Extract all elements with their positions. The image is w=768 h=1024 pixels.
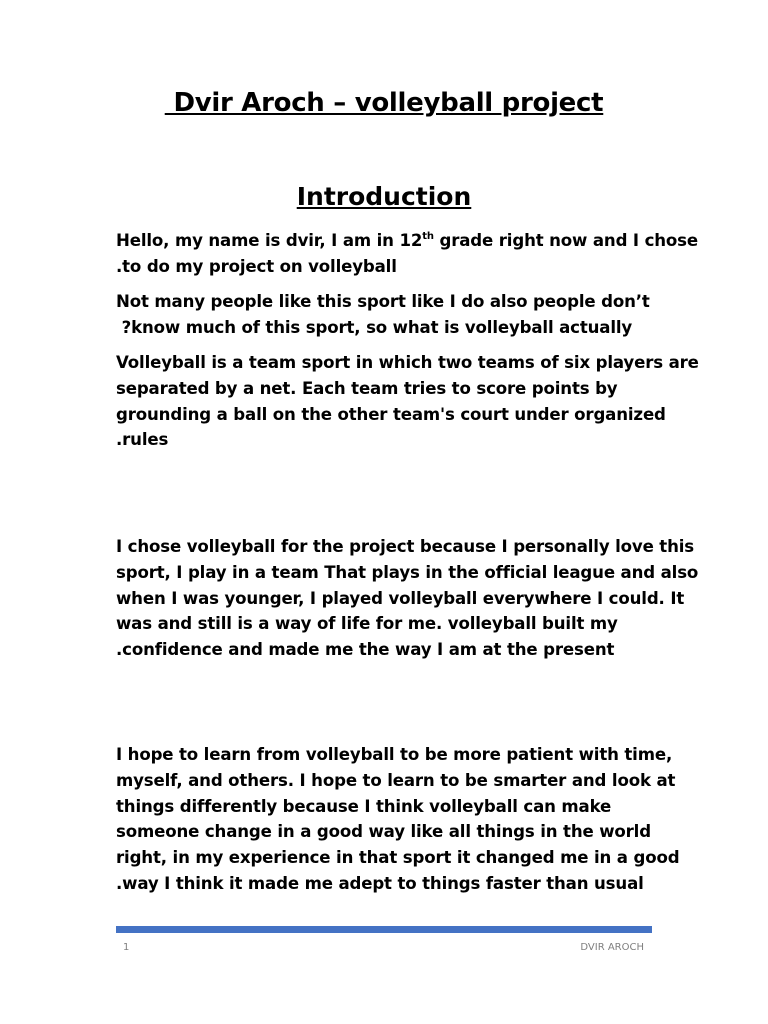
paragraph-greeting	[116, 228, 699, 280]
text-line: Not many people like this sport like I do also people don’t	[116, 292, 650, 311]
text-line: .confidence and made me the way I am at the present	[116, 640, 615, 660]
text-line: separated by a net. Each team tries to score points by	[116, 378, 618, 398]
superscript-ordinal: th	[422, 231, 434, 242]
text-line: ?know much of this sport, so what is volleyball actually	[116, 317, 633, 337]
text-line: I hope to learn from volleyball to be more patient with time,	[116, 745, 673, 764]
document-title: Dvir Aroch – volleyball project	[164, 88, 604, 118]
footer-author: DVIR AROCH	[580, 942, 644, 953]
text-line: sport, I play in a team That plays in the official league and also	[116, 562, 699, 582]
text-line: Hello, my name is dvir, I am in 12th grade right now and I chose	[116, 231, 699, 250]
paragraph-goals	[116, 742, 680, 897]
text-line: things differently because I think volleyball can make	[116, 796, 612, 816]
paragraph-question	[116, 289, 656, 341]
text-line: .way I think it made me adept to things faster than usual	[116, 873, 644, 893]
paragraph-reason	[116, 534, 699, 663]
paragraph-definition	[116, 350, 699, 453]
text-line: myself, and others. I hope to learn to be smarter and look at	[116, 770, 676, 790]
text-line: when I was younger, I played volleyball everywhere I could. It	[116, 588, 685, 608]
section-heading-introduction: Introduction	[296, 182, 472, 211]
text-line: .rules	[116, 430, 169, 450]
text-line: was and still is a way of life for me. volleyball built my	[116, 614, 618, 634]
text-line: grounding a ball on the other team's court under organized	[116, 404, 666, 424]
text-line: someone change in a good way like all things in the world	[116, 822, 651, 842]
text-line: .to do my project on volleyball	[116, 256, 397, 276]
footer-page-number: 1	[123, 942, 130, 953]
footer-rule	[116, 926, 652, 933]
text-line: I chose volleyball for the project because I personally love this	[116, 537, 695, 556]
text-line: right, in my experience in that sport it changed me in a good	[116, 848, 680, 868]
text-line: Volleyball is a team sport in which two teams of six players are	[116, 353, 699, 372]
